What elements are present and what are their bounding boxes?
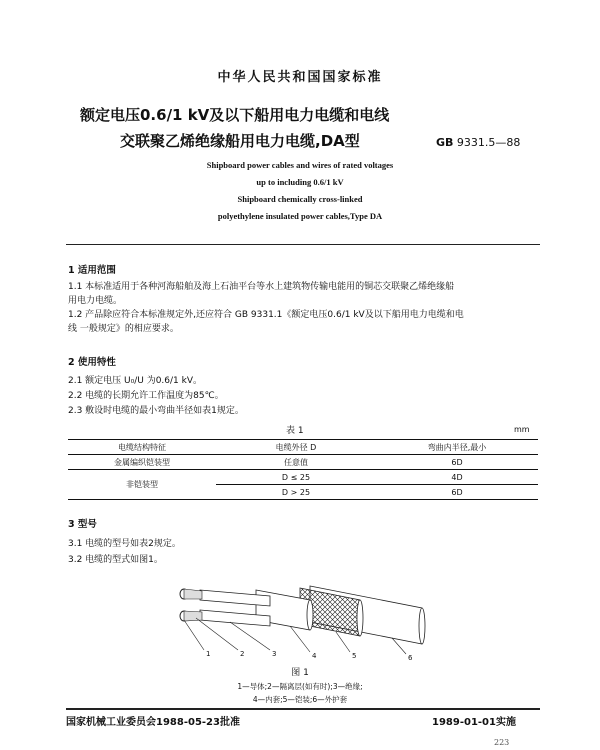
title-line-2: 交联聚乙烯绝缘船用电力电缆,DA型 [120,132,360,150]
table-cell: D ≤ 25 [216,470,376,485]
separator-layer [184,611,202,621]
callout-number: 6 [408,654,413,662]
section-1-heading: 1 适用范围 [68,265,116,276]
effective-date: 1989-01-01实施 [432,717,516,728]
english-title-line-2: up to including 0.6/1 kV [256,177,344,187]
table-row [68,470,538,485]
gb-prefix: GB [436,136,454,149]
approval-date: 国家机械工业委员会1988-05-23批准 [66,717,240,728]
table-cell: 任意值 [216,455,376,470]
section-2-3: 2.3 敷设时电缆的最小弯曲半径如表1规定。 [68,406,244,416]
section-3-2: 3.2 电缆的型式如图1。 [68,555,163,565]
english-title-line-4: polyethylene insulated power cables,Type DA [217,211,383,221]
callout-number: 5 [352,652,357,660]
callout-number: 3 [272,650,277,658]
section-1-1-text [68,280,548,336]
table-header-row [68,440,538,455]
english-title-line-1: Shipboard power cables and wires of rated voltages [206,160,394,170]
footer-divider [66,708,540,710]
figure-1-legend-line-2: 4—内套;5—铠装;6—外护套 [252,695,348,704]
figure-1-caption: 图 1 [291,668,309,678]
callout-number: 1 [206,650,211,658]
section-3-1: 3.1 电缆的型号如表2规定。 [68,539,181,549]
table-header-cell: 电缆外径 D [216,440,376,455]
section-2-text [68,374,548,419]
separator-layer [184,589,202,599]
table-cell: D > 25 [216,485,376,500]
section-2-heading: 2 使用特性 [68,357,116,368]
table-row [68,455,538,470]
section-1-1-line-2: 用电力电缆。 [68,296,123,306]
table-cell: 6D [376,485,538,500]
table-cell: 非铠装型 [68,470,216,500]
section-2-2: 2.2 电缆的长期允许工作温度为85℃。 [68,391,224,401]
section-3-heading: 3 型号 [68,519,97,530]
table-1 [68,439,538,500]
table-cell: 金属编织铠装型 [68,455,216,470]
gb-number: 9331.5—88 [456,136,521,149]
section-2-1: 2.1 额定电压 U₀/U 为0.6/1 kV。 [68,376,203,386]
table-header-cell: 弯曲内半径,最小 [376,440,538,455]
cable-diagram [160,572,430,664]
english-title-line-3: Shipboard chemically cross-linked [237,194,363,204]
section-1-2-line-1: 1.2 产品除应符合本标准规定外,还应符合 GB 9331.1《额定电压0.6/1 kV及以下船用电力电缆和电 [68,310,464,320]
figure-1-legend-line-1: 1—导体;2—隔离层(如有时);3—绝缘; [237,682,363,691]
table-header-cell: 电缆结构特征 [68,440,216,455]
table-1-caption: 表 1 [286,426,304,436]
table-cell: 4D [376,470,538,485]
section-1-2-line-2: 线 一般规定》的相应要求。 [68,324,179,334]
standard-number [436,136,520,149]
national-standard-label: 中华人民共和国国家标准 [217,70,383,85]
table-1-unit: mm [514,425,530,434]
table-cell: 6D [376,455,538,470]
page-number: 223 [494,738,510,747]
title-line-1: 额定电压0.6/1 kV及以下船用电力电缆和电线 [80,106,390,124]
callout-number: 4 [312,652,317,660]
header-divider [66,244,540,245]
section-3-text [68,536,548,568]
callout-number: 2 [240,650,245,658]
section-1-1-line-1: 1.1 本标准适用于各种河海船舶及海上石油平台等水上建筑物传输电能用的铜芯交联聚乙烯绝缘船 [68,282,455,292]
